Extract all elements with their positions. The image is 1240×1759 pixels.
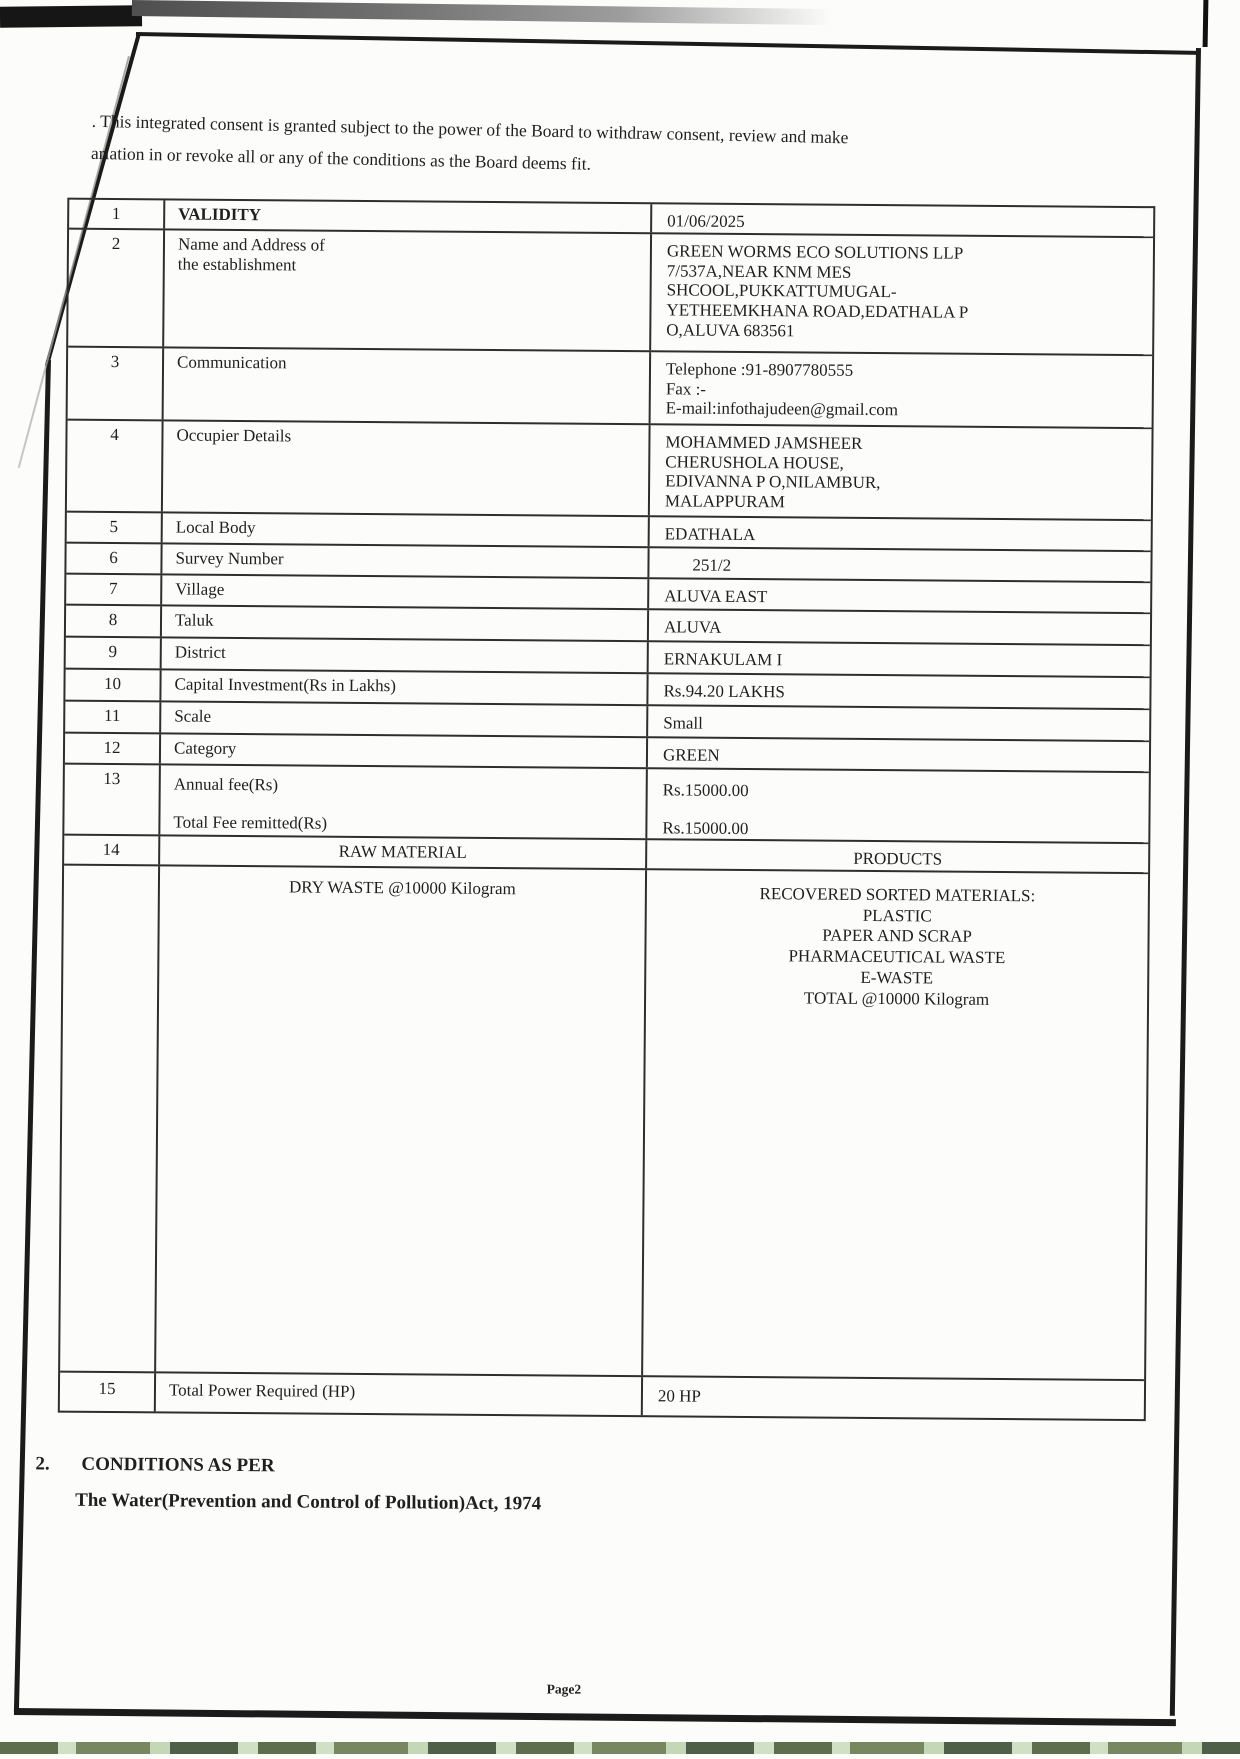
- row-number: 14: [64, 836, 160, 865]
- row-number: 7: [66, 575, 162, 605]
- section-title: CONDITIONS AS PER: [81, 1453, 275, 1477]
- row-number: 15: [60, 1373, 156, 1412]
- row-label: Taluk: [162, 606, 649, 640]
- row-label: Category: [161, 734, 648, 767]
- table-row-raw-products-content: [60, 866, 1148, 1381]
- table-row: [64, 765, 1149, 845]
- row-number: 8: [66, 606, 162, 637]
- products-value: RECOVERED SORTED MATERIALS: PLASTIC PAPER AND SCRAP PHARMACEUTICAL WASTE E-WASTE TOTAL @10000 Kilogram: [759, 884, 1036, 1009]
- row-number: 13: [64, 765, 161, 835]
- row-value: ERNAKULAM I: [663, 649, 783, 670]
- raw-material-value: DRY WASTE @10000 Kilogram: [156, 866, 647, 1375]
- table-row: [68, 348, 1153, 430]
- row-number: 1: [69, 200, 165, 229]
- table-row: [68, 230, 1153, 357]
- row-label: Annual fee(Rs) Total Fee remitted(Rs): [160, 765, 648, 838]
- page-number-footer: Page2: [546, 1681, 582, 1697]
- row-label: VALIDITY: [165, 200, 652, 232]
- row-number: 4: [67, 421, 164, 512]
- row-number-empty: [60, 866, 160, 1372]
- row-number: 11: [65, 702, 161, 733]
- row-number: 6: [66, 544, 162, 574]
- row-value: Small: [663, 713, 703, 733]
- row-number: 12: [65, 734, 161, 764]
- row-value: GREEN WORMS ECO SOLUTIONS LLP 7/537A,NEAR KNM MES SHCOOL,PUKKATTUMUGAL- YETHEEMKHANA ROAD,EDATHALA P O,ALUVA 683561: [666, 241, 969, 341]
- raw-material-header: RAW MATERIAL: [160, 836, 647, 868]
- row-number: 5: [67, 513, 163, 543]
- row-value: ALUVA EAST: [664, 586, 768, 607]
- row-value: GREEN: [662, 745, 720, 765]
- conditions-section-heading: [35, 1453, 274, 1477]
- row-value: EDATHALA: [664, 524, 756, 545]
- row-label: Scale: [161, 702, 648, 736]
- row-number: 10: [65, 670, 161, 701]
- consent-details-table: [58, 198, 1156, 1422]
- row-label: Total Power Required (HP): [156, 1373, 643, 1415]
- row-label: District: [162, 638, 649, 672]
- row-value: MOHAMMED JAMSHEER CHERUSHOLA HOUSE, EDIVANNA P O,NILAMBUR, MALAPPURAM: [664, 432, 881, 512]
- row-number: 2: [68, 230, 165, 347]
- products-header: PRODUCTS: [853, 848, 943, 869]
- row-label: Communication: [164, 348, 652, 423]
- row-label: Survey Number: [162, 544, 649, 577]
- row-value: Rs.15000.00 Rs.15000.00: [662, 780, 749, 839]
- row-number: 3: [68, 348, 165, 420]
- section-number: 2.: [35, 1453, 50, 1475]
- row-value: ALUVA: [663, 617, 722, 637]
- row-number: 9: [66, 638, 162, 669]
- row-label: Occupier Details: [163, 421, 651, 515]
- row-value: Telephone :91-8907780555 Fax :- E-mail:infothajudeen@gmail.com: [665, 359, 899, 420]
- table-row: [67, 421, 1152, 522]
- row-label: Local Body: [163, 513, 650, 546]
- row-value: 20 HP: [657, 1386, 702, 1406]
- table-row: [60, 1373, 1144, 1420]
- conditions-section-subtitle: The Water(Prevention and Control of Pollution)Act, 1974: [75, 1489, 542, 1515]
- row-value: 01/06/2025: [667, 211, 745, 231]
- row-label: Name and Address of the establishment: [164, 230, 652, 350]
- row-label: Capital Investment(Rs in Lakhs): [161, 670, 648, 704]
- row-value: Rs.94.20 LAKHS: [663, 681, 785, 702]
- row-label: Village: [162, 575, 649, 608]
- row-value: 251/2: [692, 555, 732, 575]
- intro-paragraph: . This integrated consent is granted subject to the power of the Board to withdraw consent, review and make ariation in or revoke all or any of the conditions as the Board deems fit.: [90, 110, 849, 174]
